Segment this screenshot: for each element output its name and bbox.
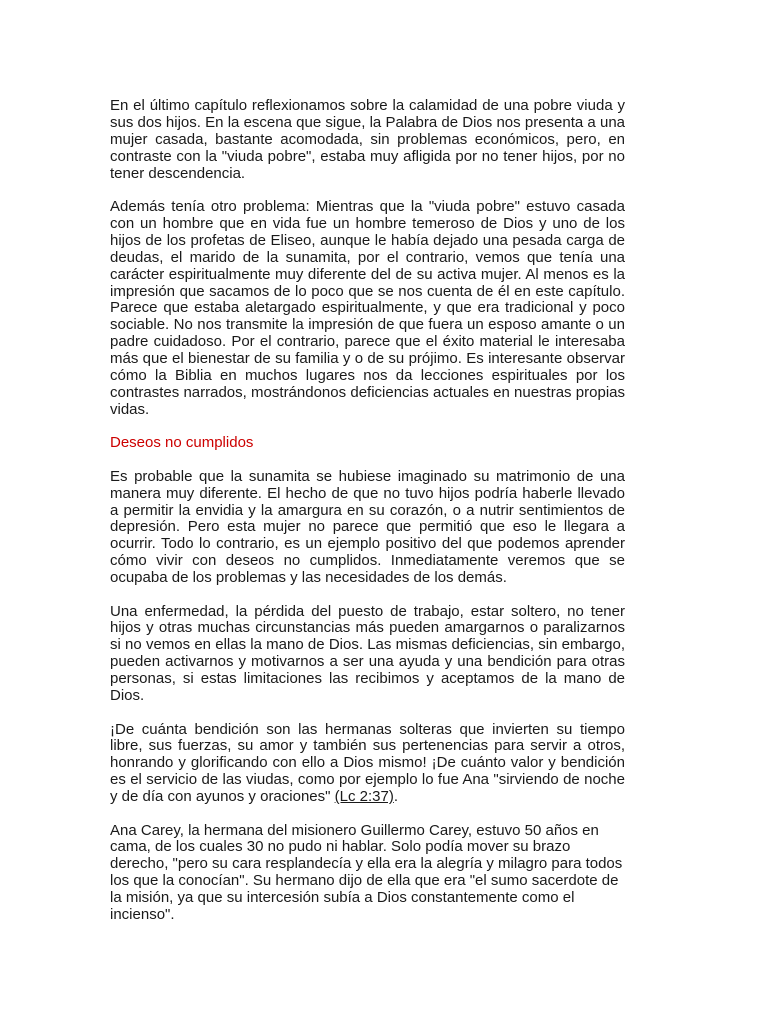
paragraph-widows-text: ¡De cuánta bendición son las hermanas solteras que invierten su tiempo libre, sus fuerzas, su amor y también sus pertenencias para servir a otros, honrando y glorificando con ello a Dios mismo! ¡De cuánto valor y bendición es el servicio de las viudas, como por ejemplo lo fue Ana "sirviendo de noche y de día con ayunos y oraciones" — [110, 720, 625, 806]
paragraph-circumstances: Una enfermedad, la pérdida del puesto de trabajo, estar soltero, no tener hijos y otras muchas circunstancias más pueden amargarnos o paralizarnos si no vemos en ellas la mano de Dios. Las mismas deficiencias, sin embargo, pueden activarnos y motivarnos a ser una ayuda y una bendición para otras personas, si estas limitaciones las recibimos y aceptamos de la mano de Dios. — [110, 602, 625, 705]
scripture-reference-link[interactable]: (Lc 2:37) — [334, 788, 394, 806]
paragraph-husband: Además tenía otro problema: Mientras que la "viuda pobre" estuvo casada con un hombre que en vida fue un hombre temeroso de Dios y uno de los hijos de los profetas de Eliseo, aunque le había dejado una pesada carga de deudas, el marido de la sunamita, por el contrario, vemos que tenía una carácter espiritualmente muy diferente del de su activa mujer. Al menos es la impresión que sacamos de lo poco que se nos cuenta de él en este capítulo. Parece que estaba aletargado espiritualmente, y que era tradicional y poco sociable. No nos transmite la impresión de que fuera un esposo amante o un padre cuidadoso. Por el contrario, parece que el éxito material le interesaba más que el bienestar de su familia y o de su prójimo. Es interesante observar cómo la Biblia en muchos lugares nos da lecciones espirituales por los contrastes narrados, mostrándonos deficiencias actuales en nuestras propias vidas. — [110, 198, 625, 418]
paragraph-intro: En el último capítulo reflexionamos sobre la calamidad de una pobre viuda y sus dos hijos. En la escena que sigue, la Palabra de Dios nos presenta a una mujer casada, bastante acomodada, sin problemas económicos, pero, en contraste con la "viuda pobre", estaba muy afligida por no tener hijos, por no tener descendencia. — [110, 97, 625, 182]
paragraph-widows-tail: . — [393, 788, 399, 806]
document-page — [110, 98, 625, 940]
paragraph-ana-carey: Ana Carey, la hermana del misionero Guillermo Carey, estuvo 50 años en cama, de los cuales 30 no pudo ni hablar. Solo podía mover su brazo derecho, "pero su cara resplandecía y ella era la alegría y milagro para todos los que la conocían". Su hermano dijo de ella que era "el sumo sacerdote de la misión, ya que su intercesión subía a Dios constantemente como el incienso". — [110, 821, 623, 924]
paragraph-sunamita: Es probable que la sunamita se hubiese imaginado su matrimonio de una manera muy diferente. El hecho de que no tuvo hijos podría haberle llevado a permitir la envidia y la amargura en su corazón, o a nutrir sentimientos de depresión. Pero esta mujer no parece que permitió que eso le llegara a ocurrir. Todo lo contrario, es un ejemplo positivo del que podemos aprender cómo vivir con deseos no cumplidos. Inmediatamente veremos que se ocupaba de los problemas y las necesidades de los demás. — [110, 467, 625, 587]
section-heading: Deseos no cumplidos — [110, 434, 254, 452]
paragraph-widows — [110, 722, 625, 807]
